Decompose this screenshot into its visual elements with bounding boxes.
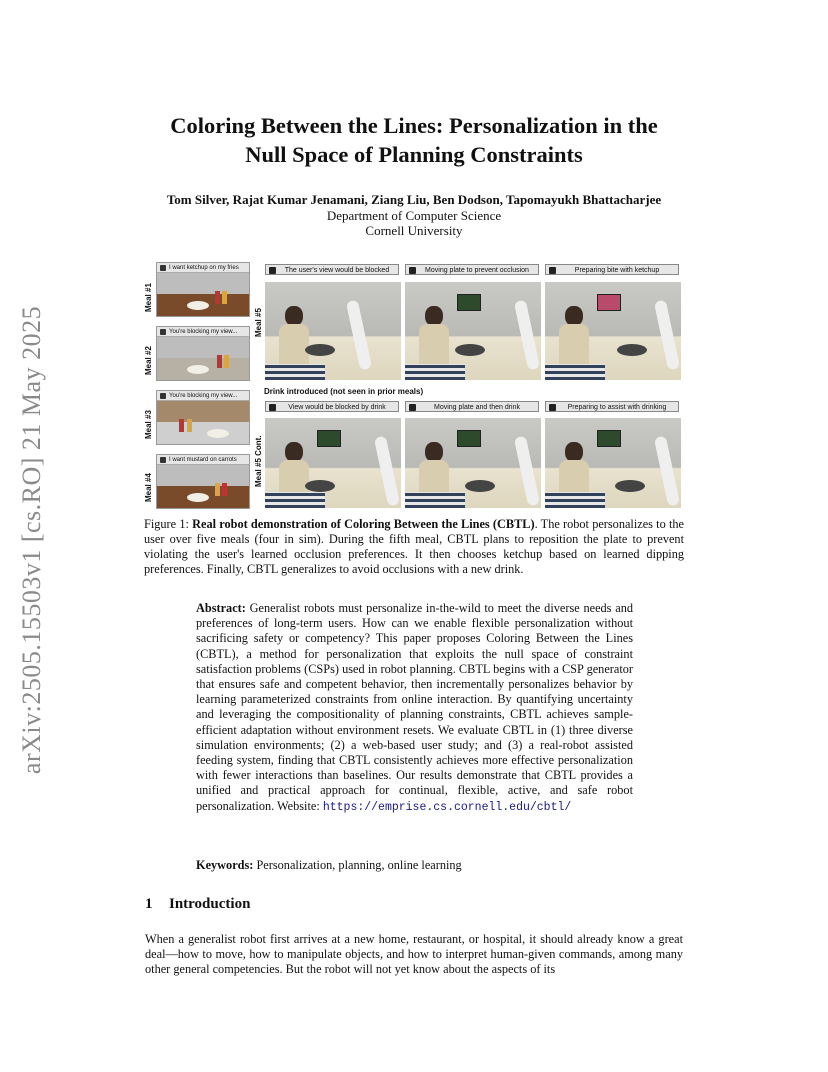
abstract-label: Abstract: bbox=[196, 601, 246, 615]
meal-label-2: Meal #2 bbox=[144, 346, 153, 375]
meal-thumb-1 bbox=[156, 262, 250, 317]
robot-icon bbox=[549, 267, 556, 274]
row2-caption-3: Preparing to assist with drinking bbox=[545, 401, 679, 412]
figure-1 bbox=[144, 262, 684, 508]
meal-label-3: Meal #3 bbox=[144, 410, 153, 439]
robot-icon bbox=[409, 267, 416, 274]
section-number: 1 bbox=[145, 896, 153, 912]
meal-caption-2: You're blocking my view... bbox=[157, 327, 249, 337]
author-block bbox=[100, 192, 728, 239]
section-heading bbox=[145, 896, 250, 913]
website-link[interactable]: https://emprise.cs.cornell.edu/cbtl/ bbox=[322, 800, 572, 814]
department: Department of Computer Science bbox=[326, 207, 502, 223]
abstract-text: Generalist robots must personalize in-the-wild to meet the diverse needs and preferences of long-term users. How can we enable flexible personalization without sacrificing safety or competency? This paper proposes Coloring Between the Lines (CBTL), a method for personalization that exploits the null space of constraint satisfaction problems (CSPs) used in robot planning. CBTL begins with a CSP generator that ensures safe and competent behavior, then incrementally personalizes behavior by learning parameterized constraints from online interaction. By quantifying uncertainty and leveraging the compositionality of planning constraints, CBTL achieves sample-efficient adaptation without environment resets. We evaluate CBTL in (1) three diverse simulation environments; (2) a web-based user study; and (3) a real-robot assisted feeding system, finding that CBTL consistently achieves more effective personalization with fewer interactions than baselines. Our results demonstrate that CBTL provides a unified and practical approach for continual, flexible, active, and safe robot personalization. Website: bbox=[196, 601, 633, 813]
caption-prefix: Figure 1: bbox=[144, 517, 193, 531]
drink-introduced-label: Drink introduced (not seen in prior meals) bbox=[264, 387, 424, 396]
caption-rest: . The robot personalizes to the user over five meals (four in sim). During the fifth meal, CBTL plans to reposition the plate to prevent violating the user's learned occlusion preferences. It then chooses ketchup based on learned dipping preferences. Finally, CBTL generalizes to avoid occlusions with a new drink. bbox=[144, 517, 684, 576]
section-title: Introduction bbox=[169, 896, 251, 912]
intro-paragraph: When a generalist robot first arrives at a new home, restaurant, or hospital, it should already know a great deal—how to move, how to manipulate objects, and how to interpret human-given commands, among many other general competencies. But the robot will not yet know about the aspects of its bbox=[145, 932, 683, 977]
keywords-text: Personalization, planning, online learning bbox=[253, 858, 462, 872]
robot-icon bbox=[269, 267, 276, 274]
meal-thumb-3 bbox=[156, 390, 250, 445]
photo-row1-3 bbox=[545, 282, 681, 380]
meal-caption-3: You're blocking my view... bbox=[157, 391, 249, 401]
meal-thumb-4 bbox=[156, 454, 250, 509]
row2-caption-1: View would be blocked by drink bbox=[265, 401, 399, 412]
meal-label-4: Meal #4 bbox=[144, 473, 153, 502]
photo-row1-2 bbox=[405, 282, 541, 380]
row2-caption-2: Moving plate and then drink bbox=[405, 401, 539, 412]
figure-caption bbox=[144, 517, 684, 577]
robot-icon bbox=[409, 404, 416, 411]
photo-row2-1 bbox=[265, 418, 401, 508]
row1-caption-2: Moving plate to prevent occlusion bbox=[405, 264, 539, 275]
keywords-label: Keywords: bbox=[196, 858, 254, 872]
keywords bbox=[196, 858, 633, 873]
author-names: Tom Silver, Rajat Kumar Jenamani, Ziang Liu, Ben Dodson, Tapomayukh Bhattacharjee bbox=[166, 192, 662, 207]
university: Cornell University bbox=[365, 223, 463, 238]
meal5-label: Meal #5 bbox=[254, 308, 263, 337]
robot-icon bbox=[549, 404, 556, 411]
paper-title bbox=[100, 111, 728, 169]
meal-thumb-2 bbox=[156, 326, 250, 381]
robot-icon bbox=[269, 404, 276, 411]
meal-caption-4: I want mustard on carrots bbox=[157, 455, 249, 465]
photo-row1-1 bbox=[265, 282, 401, 380]
meal-caption-1: I want ketchup on my fries bbox=[157, 263, 249, 273]
title-line-1: Coloring Between the Lines: Personalization in the bbox=[170, 113, 658, 138]
photo-row2-3 bbox=[545, 418, 681, 508]
row1-caption-1: The user's view would be blocked bbox=[265, 264, 399, 275]
meal5-cont-label: Meal #5 Cont. bbox=[254, 435, 263, 487]
abstract bbox=[196, 601, 633, 815]
caption-bold: Real robot demonstration of Coloring Between the Lines (CBTL) bbox=[192, 517, 535, 531]
arxiv-stamp: arXiv:2505.15503v1 [cs.RO] 21 May 2025 bbox=[17, 305, 46, 775]
title-line-2: Null Space of Planning Constraints bbox=[245, 142, 583, 167]
meal-label-1: Meal #1 bbox=[144, 283, 153, 312]
photo-row2-2 bbox=[405, 418, 541, 508]
row1-caption-3: Preparing bite with ketchup bbox=[545, 264, 679, 275]
